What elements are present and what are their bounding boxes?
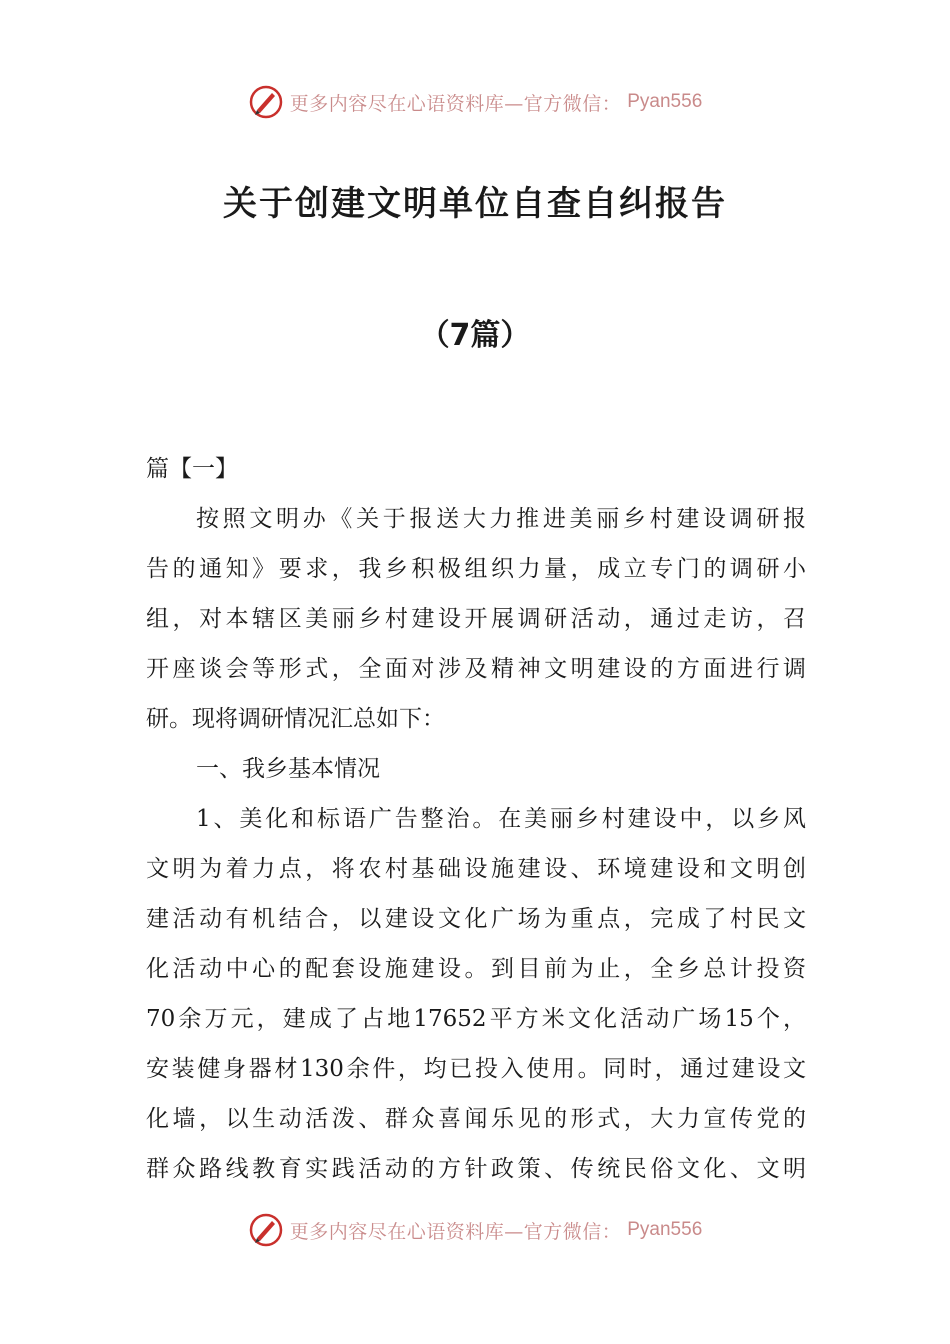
paragraph-line: 化活动中心的配套设施建设。到目前为止，全乡总计投资	[146, 956, 806, 982]
pen-logo-icon	[248, 1212, 284, 1248]
document-title: 关于创建文明单位自查自纠报告	[223, 184, 727, 224]
paragraph-line: 开座谈会等形式，全面对涉及精神文明建设的方面进行调	[146, 656, 806, 682]
pen-logo-icon	[248, 84, 284, 120]
paragraph-line: 研。现将调研情况汇总如下：	[146, 706, 445, 732]
heading-line: 一、我乡基本情况	[196, 756, 380, 782]
paragraph-line: 1、美化和标语广告整治。在美丽乡村建设中，以乡风	[196, 806, 806, 832]
paragraph-line: 群众路线教育实践活动的方针政策、传统民俗文化、文明	[146, 1156, 806, 1182]
paragraph-line: 按照文明办《关于报送大力推进美丽乡村建设调研报	[196, 506, 806, 532]
paragraph-line: 化墙，以生动活泼、群众喜闻乐见的形式，大力宣传党的	[146, 1106, 806, 1132]
document-subtitle: （7篇）	[419, 318, 531, 353]
watermark-wechat-id: Pyan556	[627, 1219, 703, 1240]
watermark-text: 更多内容尽在心语资料库—官方微信：	[289, 92, 622, 115]
header-watermark	[0, 80, 950, 124]
paragraph-line: 告的通知》要求，我乡积极组织力量，成立专门的调研小	[146, 556, 806, 582]
watermark-text: 更多内容尽在心语资料库—官方微信：	[289, 1220, 622, 1243]
section-label: 篇【一】	[146, 456, 238, 482]
paragraph-line: 70余万元，建成了占地17652平方米文化活动广场15个，	[146, 1006, 806, 1032]
paragraph-line: 文明为着力点，将农村基础设施建设、环境建设和文明创	[146, 856, 806, 882]
footer-watermark	[0, 1208, 950, 1252]
paragraph-line: 建活动有机结合，以建设文化广场为重点，完成了村民文	[146, 906, 806, 932]
paragraph-line: 组，对本辖区美丽乡村建设开展调研活动，通过走访，召	[146, 606, 806, 632]
watermark-wechat-id: Pyan556	[627, 91, 703, 112]
document-body	[146, 444, 806, 1194]
paragraph-line: 安装健身器材130余件，均已投入使用。同时，通过建设文	[146, 1056, 806, 1082]
